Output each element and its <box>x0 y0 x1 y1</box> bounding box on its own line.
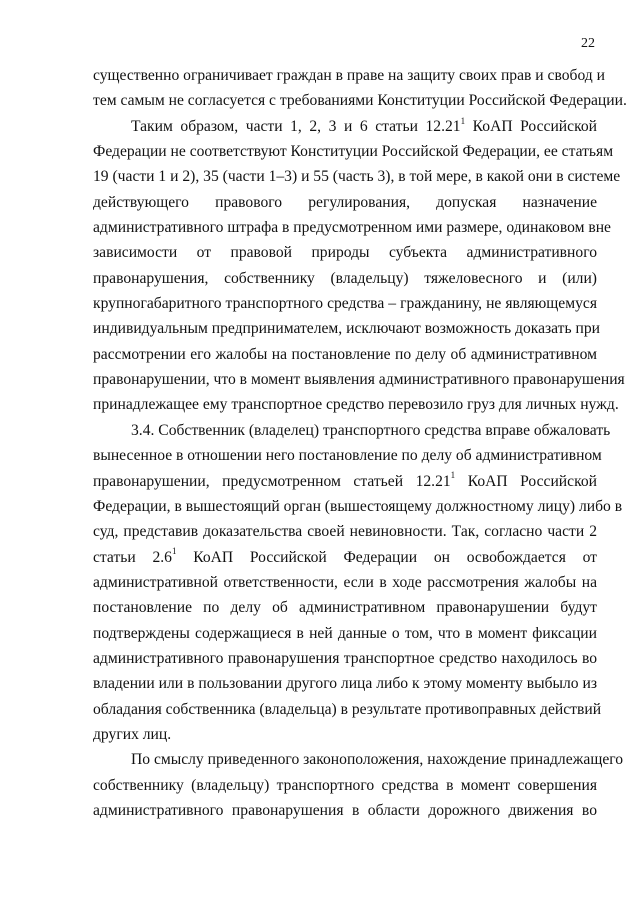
text-line: обладания собственника (владельца) в результате противоправных действий <box>93 700 602 718</box>
text-line: вынесенное в отношении него постановление по делу об административном <box>93 447 602 465</box>
text-line: рассмотрении его жалобы на постановление по делу об административном <box>93 345 597 363</box>
text-line: суд, представив доказательства своей невиновности. Так, согласно части 2 <box>93 523 597 541</box>
text-line: существенно ограничивает граждан в праве на защиту своих прав и свобод и <box>93 67 605 84</box>
text-line: По смыслу приведенного законоположения, нахождение принадлежащего <box>131 751 624 769</box>
text-segment: Таким образом, части 1, 2, 3 и 6 статьи 12.21 <box>131 117 461 135</box>
text-line: 19 (части 1 и 2), 35 (части 1–3) и 55 (часть 3), в той мере, в какой они в системе <box>93 168 621 186</box>
text-line: административного штрафа в предусмотренном ими размере, одинаковом вне <box>93 219 611 237</box>
superscript: 1 <box>450 470 456 481</box>
text-line: принадлежащее ему транспортное средство перевозило груз для личных нужд. <box>93 396 619 414</box>
text-segment: правонарушении, предусмотренном статьей 12.21 <box>93 472 451 490</box>
text-segment: КоАП Российской <box>465 117 597 135</box>
text-line: правонарушении, что в момент выявления административного правонарушения <box>93 371 625 389</box>
superscript: 1 <box>171 546 177 557</box>
text-line <box>93 469 597 494</box>
page-body <box>93 63 627 823</box>
text-line: владении или в пользовании другого лица либо к этому моменту выбыло из <box>93 675 597 693</box>
text-line: 3.4. Собственник (владелец) транспортного средства вправе обжаловать <box>131 421 611 439</box>
text-line: индивидуальным предпринимателем, исключают возможность доказать при <box>93 320 600 338</box>
text-line <box>93 114 597 139</box>
text-line: тем самым не согласуется с требованиями Конституции Российской Федерации. <box>93 92 627 110</box>
text-line <box>93 545 597 570</box>
text-line: крупногабаритного транспортного средства – гражданину, не являющемуся <box>93 295 597 313</box>
text-line: зависимости от правовой природы субъекта административного <box>93 244 597 262</box>
text-segment: КоАП Российской Федерации он освобождается от <box>176 548 598 566</box>
text-line: собственнику (владельцу) транспортного средства в момент совершения <box>93 776 597 794</box>
text-segment: статьи 2.6 <box>93 548 172 566</box>
text-line: Федерации, в вышестоящий орган (вышестоящему должностному лицу) либо в <box>93 497 623 515</box>
text-line: постановление по делу об административном правонарушении будут <box>93 599 597 617</box>
text-line: административной ответственности, если в ходе рассмотрения жалобы на <box>93 573 597 591</box>
text-line: других лиц. <box>93 725 172 743</box>
text-line: действующего правового регулирования, допуская назначение <box>93 193 597 211</box>
text-segment: КоАП Российской <box>455 472 597 490</box>
text-line: подтверждены содержащиеся в ней данные о том, что в момент фиксации <box>93 624 597 642</box>
text-line: административного правонарушения в области дорожного движения во <box>93 801 597 819</box>
page-number: 22 <box>581 36 595 51</box>
text-line: правонарушения, собственнику (владельцу) тяжеловесного и (или) <box>93 269 597 287</box>
text-line: Федерации не соответствуют Конституции Российской Федерации, ее статьям <box>93 143 614 161</box>
superscript: 1 <box>460 115 466 126</box>
text-line: административного правонарушения транспортное средство находилось во <box>93 649 597 667</box>
